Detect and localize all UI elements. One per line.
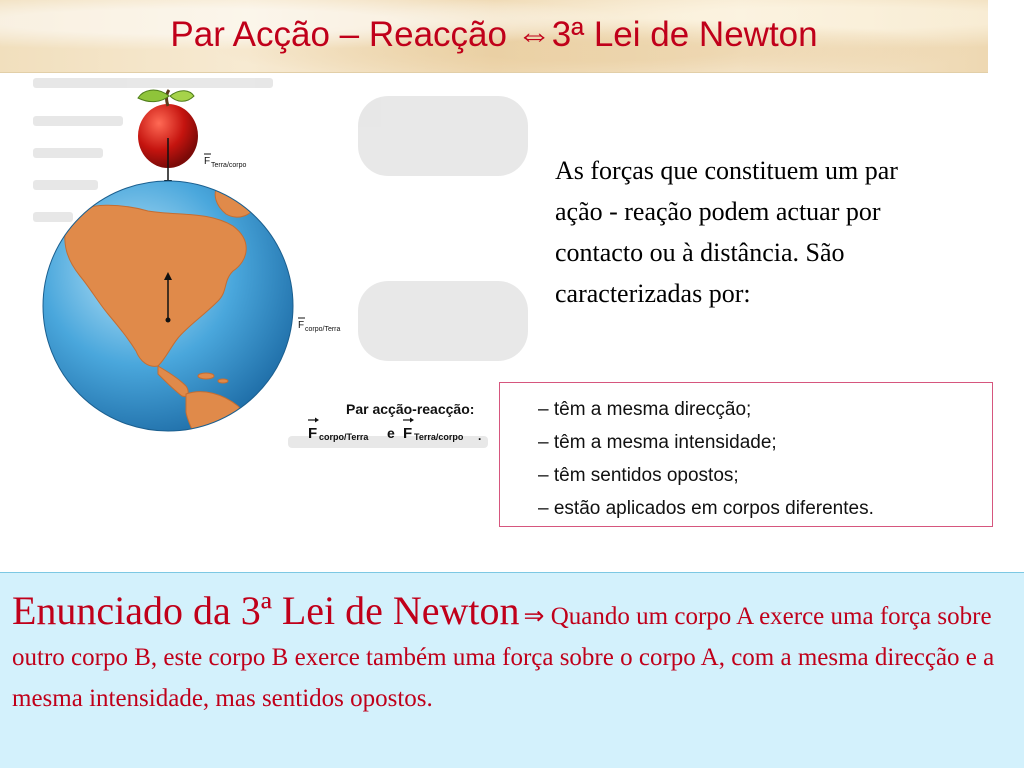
figure-svg	[28, 76, 548, 496]
property-item: – têm a mesma direcção;	[538, 399, 752, 420]
newton-third-law-statement	[0, 572, 1024, 768]
svg-text:Terra/corpo: Terra/corpo	[414, 432, 464, 442]
svg-text:F: F	[308, 425, 318, 442]
svg-text:F: F	[403, 425, 413, 442]
property-item: – têm a mesma intensidade;	[538, 432, 777, 453]
statement-text: Quando um corpo A exerce uma força sobre outro corpo B, este corpo B exerce também uma força sobre o corpo A, com a mesma direcção e a mesma intensidade, mas sentidos opostos.	[12, 603, 995, 712]
statement-heading: Enunciado da 3ª Lei de Newton	[12, 588, 520, 633]
svg-text:corpo/Terra: corpo/Terra	[319, 432, 369, 442]
property-item: – têm sentidos opostos;	[538, 465, 739, 486]
pair-forces-label	[308, 418, 481, 444]
svg-text:F: F	[204, 156, 211, 167]
svg-text:e: e	[387, 425, 395, 441]
svg-text:corpo/Terra: corpo/Terra	[305, 326, 341, 333]
earth-apple-figure	[28, 76, 548, 496]
svg-text:F: F	[298, 320, 305, 331]
property-item: – estão aplicados em corpos diferentes.	[538, 498, 874, 519]
earth-globe-icon	[43, 181, 293, 481]
earth-center-dot	[166, 318, 171, 323]
label-force-body-on-earth	[298, 318, 341, 333]
pair-heading: Par acção-reacção:	[346, 401, 475, 417]
svg-text:.: .	[478, 429, 482, 443]
slide-title: Par Acção – Reacção ⇔3ª Lei de Newton	[170, 15, 818, 54]
title-bar	[0, 0, 988, 73]
implies-arrow-icon: ⇒	[523, 603, 545, 630]
side-description: As forças que constituem um par ação - reação podem actuar por contacto ou à distância. São caracterizadas por:	[555, 156, 898, 308]
label-force-earth-on-body	[204, 154, 247, 169]
properties-list	[500, 383, 992, 525]
svg-text:Terra/corpo: Terra/corpo	[211, 162, 247, 169]
properties-box	[499, 382, 993, 527]
